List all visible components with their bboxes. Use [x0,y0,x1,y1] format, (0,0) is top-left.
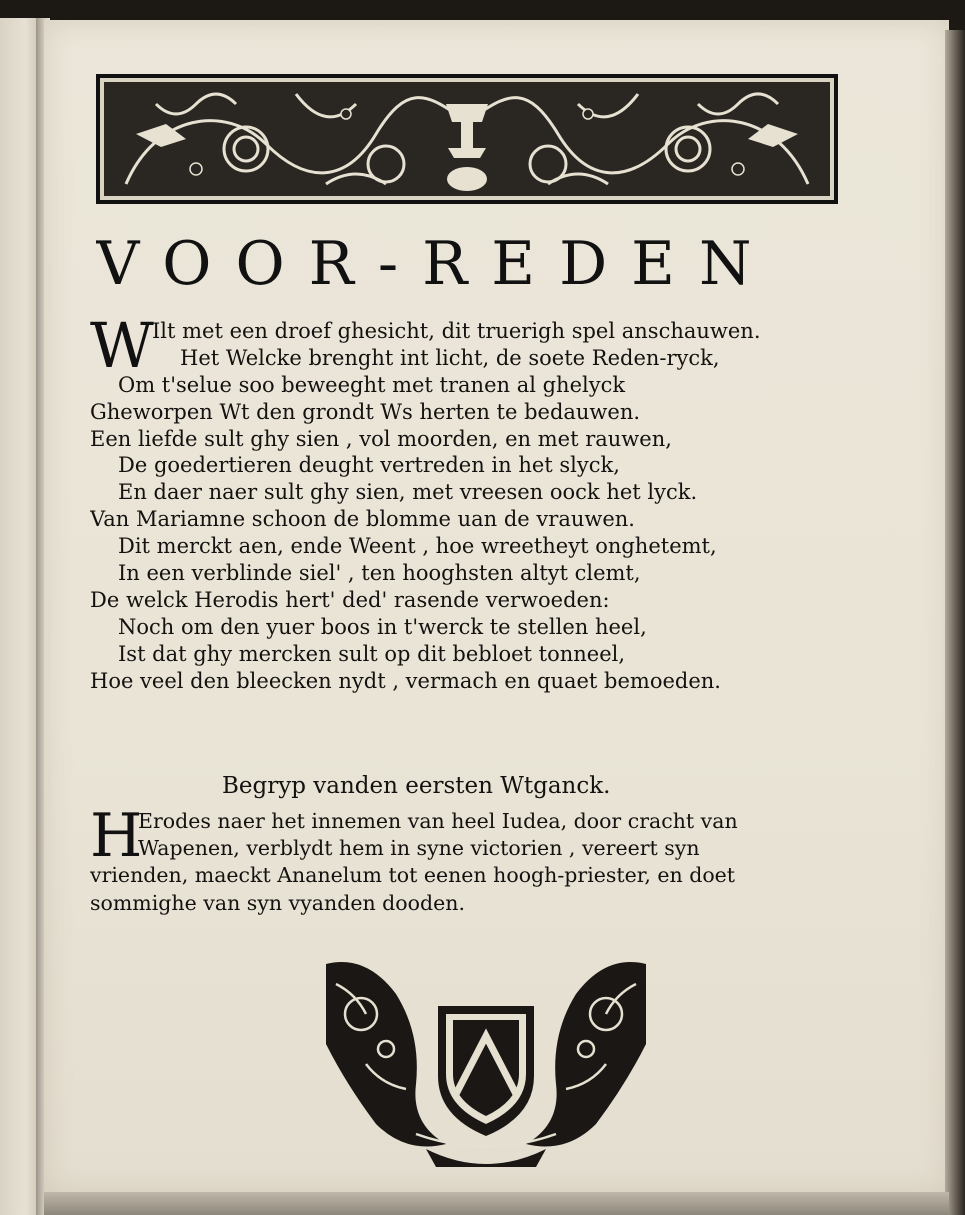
verse-line: De welck Herodis hert' ded' rasende verwoeden: [90,587,610,612]
drop-cap-w: W [90,309,154,382]
summary-line: vrienden, maeckt Ananelum tot eenen hoogh-priester, en doet [90,863,736,888]
summary-line: Wapenen, verblydt hem in syne victorien , vereert syn [138,836,700,861]
argument-summary [90,801,850,917]
prologue-verse [90,309,850,694]
verse-line: Dit merckt aen, ende Weent , hoe wreetheyt onghetemt, [118,534,717,559]
page-title: VOOR-REDEN [96,229,776,299]
section-heading: Begryp vanden eersten Wtganck. [222,773,611,799]
page-right-edge [945,30,965,1215]
verse-line: En daer naer sult ghy sien, met vreesen oock het lyck. [118,480,698,505]
verse-line: Ilt met een droef ghesicht, dit truerigh spel anschauwen. [152,319,761,343]
summary-line: Erodes naer het innemen van heel Iudea, door cracht van [138,809,738,833]
verse-line: Hoe veel den bleecken nydt , vermach en quaet bemoeden. [90,668,721,693]
page-bottom-edge [44,1192,949,1215]
verse-line: Om t'selue soo beweeght met tranen al ghelyck [118,372,626,397]
drop-cap-h: H [90,801,143,871]
verse-line: In een verblinde siel' , ten hooghsten altyt clemt, [118,561,641,586]
woodcut-headpiece-icon [96,74,838,204]
verse-line: Gheworpen Wt den grondt Ws herten te bedauwen. [90,399,641,424]
verse-line: Het Welcke brenght int licht, de soete Reden-ryck, [180,345,720,370]
verse-line: Van Mariamne schoon de blomme uan de vrauwen. [90,507,635,532]
verse-line: De goedertieren deught vertreden in het slyck, [118,453,620,478]
summary-line: sommighe van syn vyanden dooden. [90,890,465,915]
verse-line: Een liefde sult ghy sien , vol moorden, en met rauwen, [90,426,672,451]
verse-line: Noch om den yuer boos in t'werck te stellen heel, [118,614,647,639]
verse-line: Ist dat ghy mercken sult op dit bebloet tonneel, [118,641,626,666]
woodcut-shield-cornucopia-icon [306,954,666,1169]
